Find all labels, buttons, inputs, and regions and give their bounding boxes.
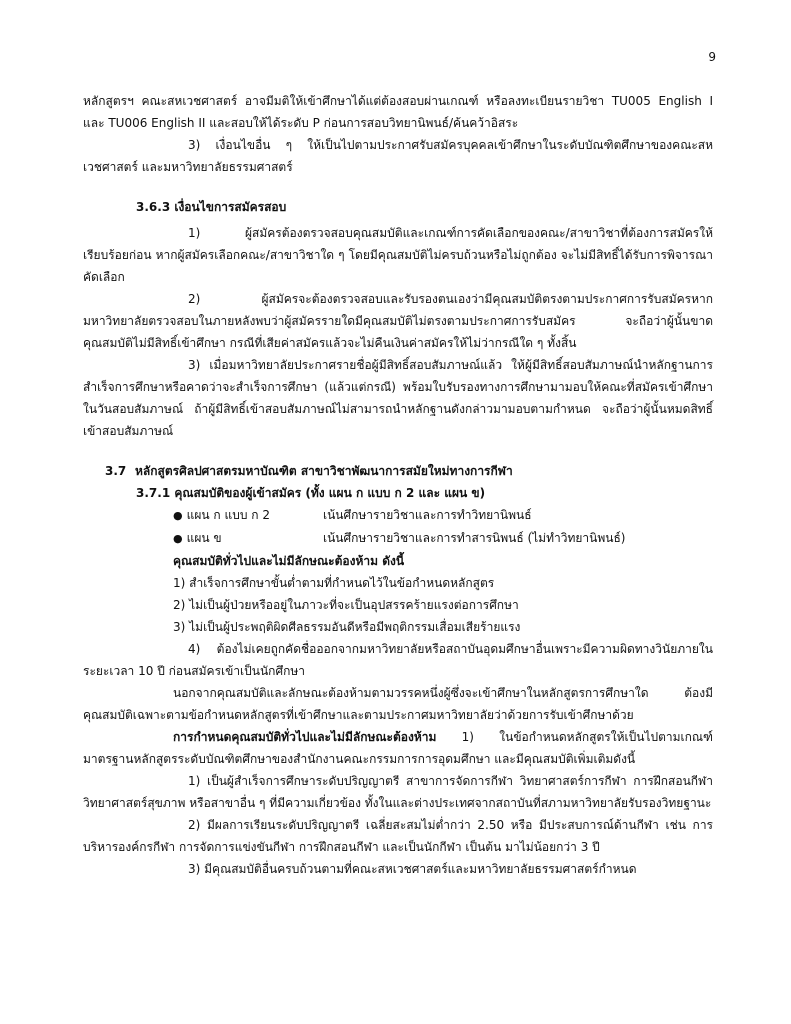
plan-description: เน้นศึกษารายวิชาและการทำสารนิพนธ์ (ไม่ทำวิทยานิพนธ์) xyxy=(323,531,626,545)
section-3-7-heading xyxy=(105,460,713,482)
general-qualification-item: 3) ไม่เป็นผู้ประพฤติผิดศีลธรรมอันดีหรือมีพฤติกรรมเสื่อมเสียร้ายแรง xyxy=(173,620,521,634)
plan-description: เน้นศึกษารายวิชาและการทำวิทยานิพนธ์ xyxy=(323,508,532,522)
specific-qualification-item-1: 1) เป็นผู้สำเร็จการศึกษาระดับปริญญาตรี สาขาการจัดการกีฬา วิทยาศาสตร์การกีฬา การฝึกสอนกีฬา วิทยาศาสตร์สุขภาพ หรือสาขาอื่น ๆ ที่มีความเกี่ยวข้อง ทั้งในและต่างประเทศจากสถาบันที่สภามหาวิทยาลัยรับรองวิทยฐานะ xyxy=(83,774,713,810)
paragraph-other-conditions: 3) เงื่อนไขอื่น ๆ ให้เป็นไปตามประกาศรับสมัครบุคคลเข้าศึกษาในระดับบัณฑิตศึกษาของคณะสหเวชศาสตร์ และมหาวิทยาลัยธรรมศาสตร์ xyxy=(83,138,713,174)
plan-name: แผน ก แบบ ก 2 xyxy=(186,508,270,522)
document-body xyxy=(83,90,713,880)
general-qualification-item-4: 4) ต้องไม่เคยถูกคัดชื่อออกจากมหาวิทยาลัยหรือสถาบันอุดมศึกษาอื่นเพราะมีความผิดทางวินัยภายในระยะเวลา 10 ปี ก่อนสมัครเข้าเป็นนักศึกษา xyxy=(83,642,713,678)
plan-name: แผน ข xyxy=(186,531,222,545)
section-3-7-title: หลักสูตรศิลปศาสตรมหาบัณฑิต สาขาวิชาพัฒนาการสมัยใหม่ทางการกีฬา xyxy=(135,464,513,478)
specific-qualification-item-2: 2) มีผลการเรียนระดับปริญญาตรี เฉลี่ยสะสมไม่ต่ำกว่า 2.50 หรือ มีประสบการณ์ด้านกีฬา เช่น การบริหารองค์กรกีฬา การจัดการแข่งขันกีฬา การฝึกสอนกีฬา และเป็นนักกีฬา เป็นต้น มาไม่น้อยกว่า 3 ปี xyxy=(83,818,713,854)
paragraph-additional-qualifications: นอกจากคุณสมบัติและลักษณะต้องห้ามตามวรรคหนึ่งผู้ซึ่งจะเข้าศึกษาในหลักสูตรการศึกษาใด ต้องมีคุณสมบัติเฉพาะตามข้อกำหนดหลักสูตรที่เข้าศึกษาและตามประกาศมหาวิทยาลัยว่าด้วยการรับเข้าศึกษาด้วย xyxy=(83,686,713,722)
general-qualifications-heading: คุณสมบัติทั่วไปและไม่มีลักษณะต้องห้าม ดังนี้ xyxy=(173,554,405,568)
general-qualification-item: 1) สำเร็จการศึกษาขั้นต่ำตามที่กำหนดไว้ในข้อกำหนดหลักสูตร xyxy=(173,576,495,590)
section-3-7-1-heading: 3.7.1 คุณสมบัติของผู้เข้าสมัคร (ทั้ง แผน ก แบบ ก 2 และ แผน ข) xyxy=(136,486,486,500)
section-3-6-3-item-3: 3) เมื่อมหาวิทยาลัยประกาศรายชื่อผู้มีสิทธิ์สอบสัมภาษณ์แล้ว ให้ผู้มีสิทธิ์สอบสัมภาษณ์นำหลักฐานการสำเร็จการศึกษาหรือคาดว่าจะสำเร็จการศึกษา (แล้วแต่กรณี) พร้อมใบรับรองทางการศึกษามามอบให้คณะที่สมัครเข้าศึกษาในวันสอบสัมภาษณ์ ถ้าผู้มีสิทธิ์เข้าสอบสัมภาษณ์ไม่สามารถนำหลักฐานดังกล่าวมามอบตามกำหนด จะถือว่าผู้นั้นหมดสิทธิ์เข้าสอบสัมภาษณ์ xyxy=(83,358,713,438)
bullet-icon: ● xyxy=(173,532,183,545)
section-3-6-3-heading: 3.6.3 เงื่อนไขการสมัครสอบ xyxy=(136,200,287,214)
specific-qualifications-text: 1) ในข้อกำหนดหลักสูตรให้เป็นไปตามเกณฑ์มาตรฐานหลักสูตรระดับบัณฑิตศึกษาของสำนักงานคณะกรรมการการอุดมศึกษา และมีคุณสมบัติเพิ่มเติมดังนี้ xyxy=(83,730,713,766)
page-number: 9 xyxy=(708,50,716,64)
paragraph-specific-qualifications xyxy=(83,726,713,770)
bullet-icon: ● xyxy=(173,509,183,522)
specific-qualification-item-3: 3) มีคุณสมบัติอื่นครบถ้วนตามที่คณะสหเวชศาสตร์และมหาวิทยาลัยธรรมศาสตร์กำหนด xyxy=(188,862,637,876)
plan-row xyxy=(173,504,713,527)
section-3-7-number: 3.7 xyxy=(105,464,127,478)
specific-qualifications-heading: การกำหนดคุณสมบัติทั่วไปและไม่มีลักษณะต้องห้าม xyxy=(173,730,437,744)
section-3-6-3-item-1: 1) ผู้สมัครต้องตรวจสอบคุณสมบัติและเกณฑ์การคัดเลือกของคณะ/สาขาวิชาที่ต้องการสมัครให้เรียบร้อยก่อน หากผู้สมัครเลือกคณะ/สาขาวิชาใด ๆ โดยมีคุณสมบัติไม่ครบถ้วนหรือไม่ถูกต้อง จะไม่มีสิทธิ์ได้รับการพิจารณาคัดเลือก xyxy=(83,226,713,284)
plan-row xyxy=(173,527,713,550)
section-3-6-3-item-2: 2) ผู้สมัครจะต้องตรวจสอบและรับรองตนเองว่ามีคุณสมบัติตรงตามประกาศการรับสมัครหากมหาวิทยาลัยตรวจสอบในภายหลังพบว่าผู้สมัครรายใดมีคุณสมบัติไม่ตรงตามประกาศการรับสมัคร จะถือว่าผู้นั้นขาดคุณสมบัติไม่มีสิทธิ์เข้าศึกษา กรณีที่เสียค่าสมัครแล้วจะไม่คืนเงินค่าสมัครให้ไม่ว่ากรณีใด ๆ ทั้งสิ้น xyxy=(83,292,713,350)
paragraph-english-requirement: หลักสูตรฯ คณะสหเวชศาสตร์ อาจมีมติให้เข้าศึกษาได้แต่ต้องสอบผ่านเกณฑ์ หรือลงทะเบียนรายวิชา TU005 English I และ TU006 English II และสอบให้ได้ระดับ P ก่อนการสอบวิทยานิพนธ์/ค้นคว้าอิสระ xyxy=(83,94,713,130)
general-qualification-item: 2) ไม่เป็นผู้ป่วยหรืออยู่ในภาวะที่จะเป็นอุปสรรคร้ายแรงต่อการศึกษา xyxy=(173,598,519,612)
